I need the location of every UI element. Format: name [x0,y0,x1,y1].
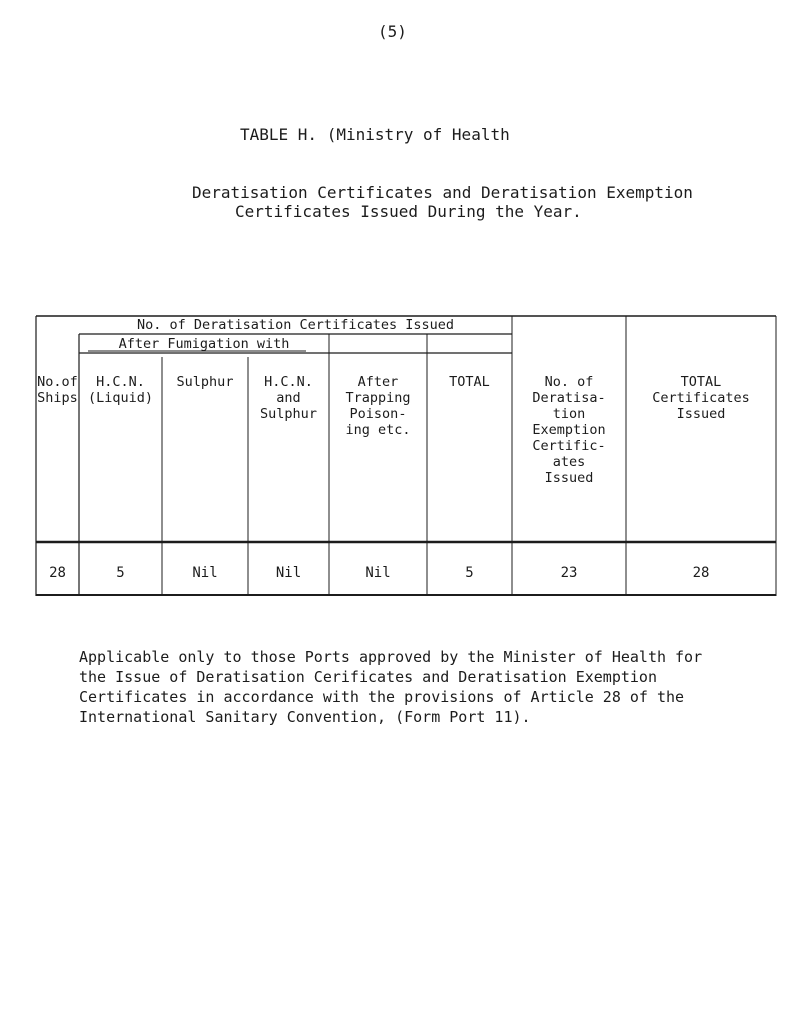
col-header-hcn-liquid [79,374,162,406]
footnote [79,647,779,727]
page-number: (5) [378,22,407,41]
col-header-total-certificates [626,374,776,422]
col-header-sulphur [162,374,248,390]
table-title: TABLE H. (Ministry of Health [240,125,510,144]
footnote-line-4: International Sanitary Convention, (Form Port 11). [79,708,531,726]
col-header-total-certificates-line: Certificates [652,390,750,406]
col-header-exemption-line: Issued [544,470,594,486]
footnote-line-1: Applicable only to those Ports approved by the Minister of Health for [79,648,703,666]
col-header-total-line: TOTAL [449,374,490,390]
subtitle-line-2: Certificates Issued During the Year. [235,202,582,221]
col-header-ships-line: Ships [37,390,78,406]
footnote-line-3: Certificates in accordance with the provisions of Article 28 of the [79,688,685,706]
cell-sulphur: Nil [192,565,218,581]
col-header-total [427,374,512,390]
col-header-exemption-line: Exemption [532,422,606,438]
cell-ships: 28 [49,565,66,581]
col-header-after-trapping-line: Trapping [345,390,411,406]
col-header-after-trapping-line: After [357,374,399,390]
col-header-hcn-and-sulphur-line: Sulphur [260,406,317,422]
col-header-hcn-and-sulphur-line: H.C.N. [264,374,313,390]
col-header-after-trapping-line: Poison- [349,406,407,422]
col-header-exemption-line: ates [552,454,586,470]
subtitle-line-1: Deratisation Certificates and Deratisation Exemption [192,183,693,202]
cell-after-trapping: Nil [365,565,391,581]
col-header-exemption-line: tion [552,406,586,422]
col-header-hcn-and-sulphur-line: and [276,390,301,406]
col-header-after-trapping-line: ing etc. [345,422,411,438]
col-header-sulphur-line: Sulphur [176,374,234,390]
subgroup-header: After Fumigation with [118,336,290,352]
col-header-hcn-and-sulphur [248,374,329,422]
cell-hcn-and-sulphur: Nil [275,565,302,581]
col-header-ships [36,374,79,406]
col-header-hcn-liquid-line: H.C.N. [96,374,145,390]
cell-hcn-liquid: 5 [116,565,125,581]
group-header: No. of Deratisation Certificates Issued [137,317,454,333]
col-header-exemption-line: No. of [544,374,594,390]
col-header-exemption [512,374,626,486]
col-header-total-certificates-line: Issued [676,406,726,422]
col-header-after-trapping [329,374,427,438]
cell-total-certificates: 28 [692,565,710,581]
col-header-exemption-line: Certific- [532,438,606,454]
cell-total: 5 [465,565,474,581]
col-header-exemption-line: Deratisa- [532,390,606,406]
cell-exemption: 23 [560,565,578,581]
col-header-ships-line: No.of [37,374,78,390]
footnote-line-2: the Issue of Deratisation Cerificates and Deratisation Exemption [79,668,657,686]
col-header-hcn-liquid-line: (Liquid) [87,390,154,406]
col-header-total-certificates-line: TOTAL [680,374,722,390]
